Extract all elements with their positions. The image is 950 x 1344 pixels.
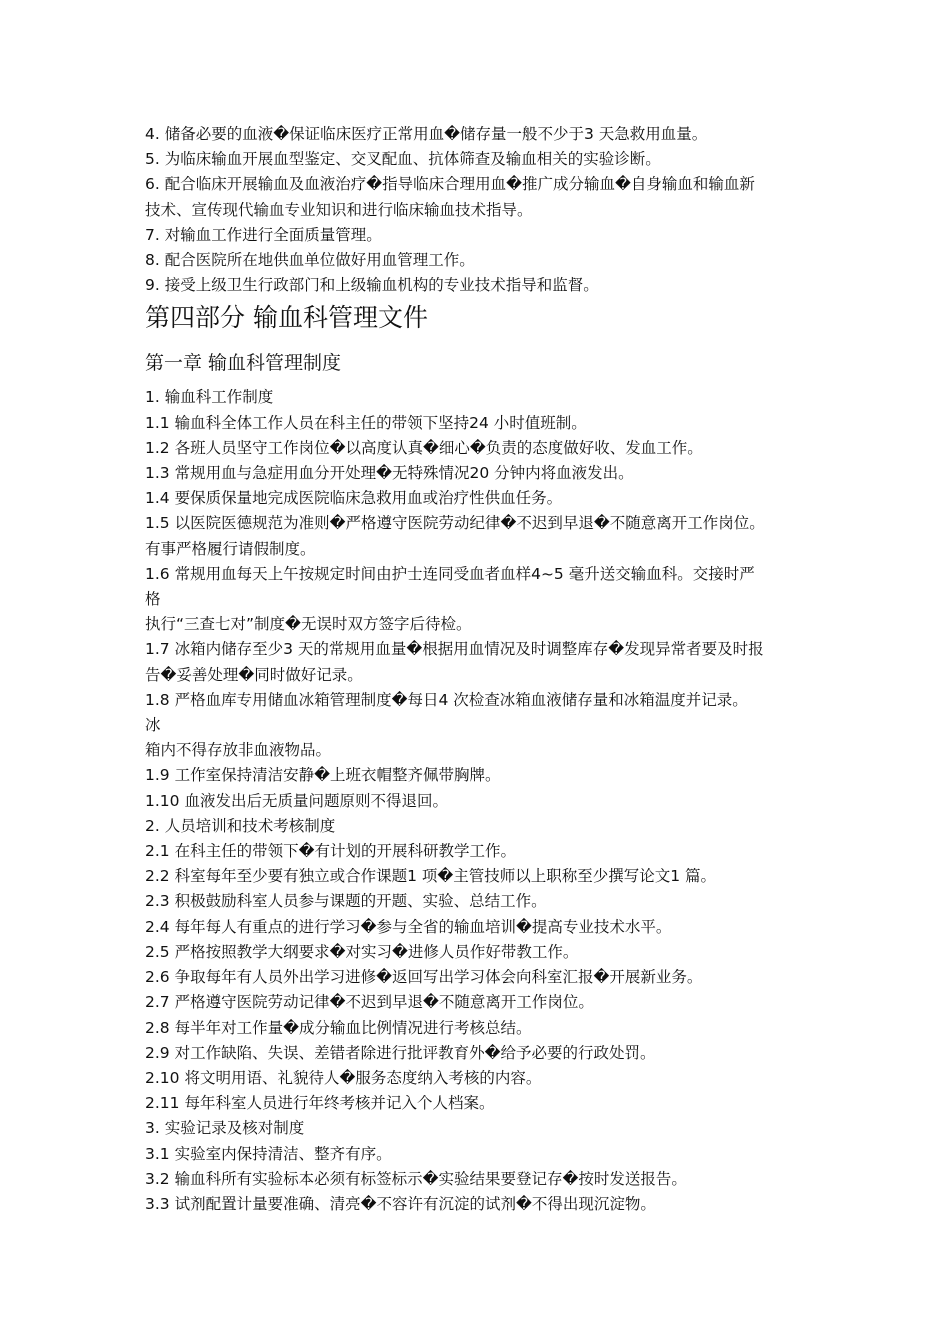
section-heading: 2. 人员培训和技术考核制度	[145, 816, 336, 835]
list-item: 2.1 在科主任的带领下�有计划的开展科研教学工作。	[145, 842, 516, 861]
list-item: 1.3 常规用血与急症用血分开处理�无特殊情况20 分钟内将血液发出。	[145, 464, 634, 483]
section-heading: 1. 输血科工作制度	[145, 388, 274, 407]
list-item: 2.8 每半年对工作量�成分输血比例情况进行考核总结。	[145, 1018, 532, 1037]
pre-section	[145, 122, 810, 298]
list-item: 4. 储备必要的血液�保证临床医疗正常用血�储存量一般不少于3 天急救用血量。	[145, 125, 708, 143]
list-item: 3.1 实验室内保持清洁、整齐有序。	[145, 1144, 392, 1163]
list-item: 3.3 试剂配置计量要准确、清亮�不容许有沉淀的试剂�不得出现沉淀物。	[145, 1194, 656, 1213]
list-item: 2.3 积极鼓励科室人员参与课题的开题、实验、总结工作。	[145, 892, 547, 911]
list-item: 1.7 冰箱内储存至少3 天的常规用血量�根据用血情况及时调整库存�发现异常者要及时报	[145, 640, 764, 659]
list-item: 告�妥善处理�同时做好记录。	[145, 665, 363, 684]
list-item: 9. 接受上级卫生行政部门和上级输血机构的专业技术指导和监督。	[145, 276, 599, 295]
list-item: 2.9 对工作缺陷、失误、差错者除进行批评教育外�给予必要的行政处罚。	[145, 1043, 656, 1062]
list-item: 冰	[145, 716, 161, 735]
list-item: 2.7 严格遵守医院劳动记律�不迟到早退�不随意离开工作岗位。	[145, 993, 594, 1012]
list-item: 1.1 输血科全体工作人员在科主任的带领下坚持24 小时值班制。	[145, 413, 587, 432]
part-title: 第四部分 输血科管理文件	[145, 303, 428, 333]
list-item: 1.10 血液发出后无质量问题原则不得退回。	[145, 791, 448, 810]
list-item: 箱内不得存放非血液物品。	[145, 741, 332, 760]
list-item: 1.4 要保质保量地完成医院临床急救用血或治疗性供血任务。	[145, 489, 563, 508]
section-heading: 3. 实验记录及核对制度	[145, 1119, 305, 1138]
list-item: 1.8 严格血库专用储血冰箱管理制度�每日4 次检查冰箱血液储存量和冰箱温度并记录。	[145, 690, 748, 709]
list-item: 1.2 各班人员坚守工作岗位�以高度认真�细心�负责的态度做好收、发血工作。	[145, 438, 703, 457]
list-item: 技术、宣传现代输血专业知识和进行临床输血技术指导。	[145, 200, 533, 219]
list-item: 2.4 每年每人有重点的进行学习�参与全省的输血培训�提高专业技术水平。	[145, 917, 672, 936]
document-page	[145, 122, 810, 1217]
list-item: 5. 为临床输血开展血型鉴定、交叉配血、抗体筛查及输血相关的实验诊断。	[145, 150, 661, 169]
body-section	[145, 385, 810, 1217]
list-item: 2.11 每年科室人员进行年终考核并记入个人档案。	[145, 1094, 495, 1113]
list-item: 2.6 争取每年有人员外出学习进修�返回写出学习体会向科室汇报�开展新业务。	[145, 968, 703, 987]
list-item: 3.2 输血科所有实验标本必须有标签标示�实验结果要登记存�按时发送报告。	[145, 1169, 687, 1188]
list-item: 2.2 科室每年至少要有独立或合作课题1 项�主管技师以上职称至少撰写论文1 篇。	[145, 867, 717, 886]
list-item: 1.5 以医院医德规范为准则�严格遵守医院劳动纪律�不迟到早退�不随意离开工作岗位。	[145, 514, 765, 533]
list-item: 8. 配合医院所在地供血单位做好用血管理工作。	[145, 251, 475, 270]
list-item: 2.5 严格按照教学大纲要求�对实习�进修人员作好带教工作。	[145, 942, 579, 961]
list-item: 1.9 工作室保持清洁安静�上班衣帽整齐佩带胸牌。	[145, 766, 501, 785]
list-item: 6. 配合临床开展输血及血液治疗�指导临床合理用血�推广成分输血�自身输血和输血新	[145, 175, 755, 194]
chapter-title: 第一章 输血科管理制度	[145, 352, 342, 375]
list-item: 有事严格履行请假制度。	[145, 539, 316, 558]
list-item: 1.6 常规用血每天上午按规定时间由护士连同受血者血样4~5 毫升送交输血科。交接时严	[145, 564, 755, 583]
list-item: 2.10 将文明用语、礼貌待人�服务态度纳入考核的内容。	[145, 1068, 542, 1087]
list-item: 执行“三查七对”制度�无误时双方签字后待检。	[145, 615, 472, 634]
list-item: 7. 对输血工作进行全面质量管理。	[145, 225, 382, 244]
list-item: 格	[145, 590, 161, 609]
